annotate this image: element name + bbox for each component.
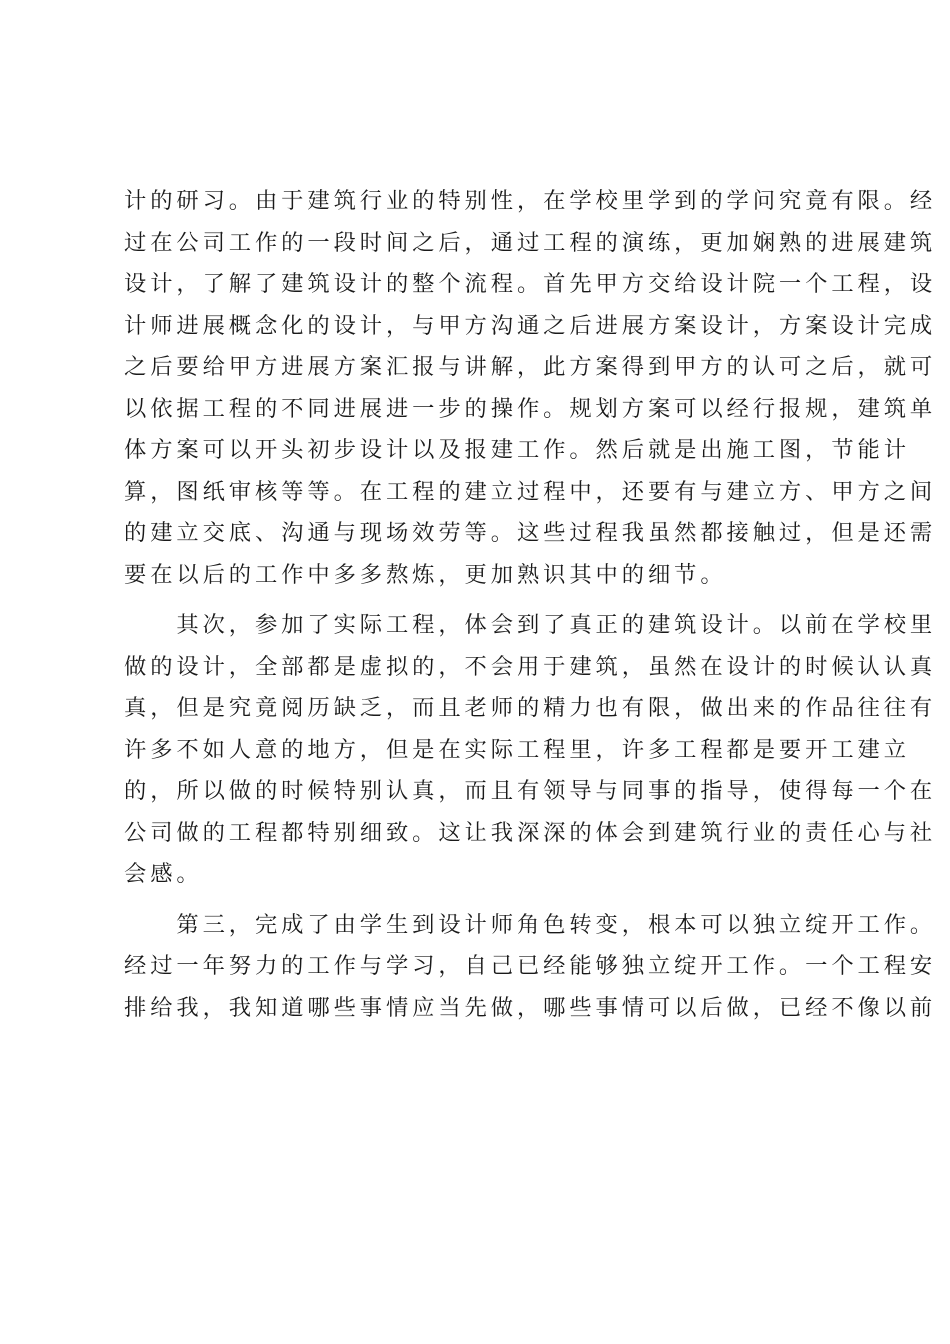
text-line: 的，所以做的时候特别认真，而且有领导与同事的指导，使得每一个在: [124, 778, 937, 804]
text-line: 其次，参加了实际工程，体会到了真正的建筑设计。以前在学校里: [124, 612, 937, 638]
text-line: 算，图纸审核等等。在工程的建立过程中，还要有与建立方、甲方之间: [124, 478, 937, 505]
paragraph-2: [124, 605, 937, 896]
text-line: 公司做的工程都特别细致。这让我深深的体会到建筑行业的责任心与社: [124, 819, 937, 846]
text-line: 要在以后的工作中多多熬炼，更加熟识其中的细节。: [124, 561, 727, 588]
text-line: 经过一年努力的工作与学习，自己已经能够独立绽开工作。一个工程安: [124, 953, 937, 979]
text-line: 许多不如人意的地方，但是在实际工程里，许多工程都是要开工建立: [124, 736, 910, 763]
text-line: 体方案可以开头初步设计以及报建工作。然后就是出施工图，节能计: [124, 437, 910, 463]
paragraph-spacer: [124, 596, 834, 605]
text-line: 的建立交底、沟通与现场效劳等。这些过程我虽然都接触过，但是还需: [124, 520, 937, 546]
text-line: 排给我，我知道哪些事情应当先做，哪些事情可以后做，已经不像以前: [124, 994, 937, 1021]
text-line: 第三，完成了由学生到设计师角色转变，根本可以独立绽开工作。: [124, 911, 937, 938]
paragraph-3: [124, 905, 937, 1030]
text-line: 真，但是究竟阅历缺乏，而且老师的精力也有限，做出来的作品往往有: [124, 695, 937, 721]
text-line: 会感。: [124, 861, 203, 887]
document-body: [124, 181, 937, 1029]
text-line: 之后要给甲方进展方案汇报与讲解，此方案得到甲方的认可之后，就可: [124, 354, 937, 380]
text-line: 设计，了解了建筑设计的整个流程。首先甲方交给设计院一个工程，设: [124, 271, 937, 297]
text-line: 做的设计，全部都是虚拟的，不会用于建筑，虽然在设计的时候认认真: [124, 653, 937, 680]
text-line: 计师进展概念化的设计，与甲方沟通之后进展方案设计，方案设计完成: [124, 312, 937, 339]
paragraph-spacer: [124, 896, 834, 905]
text-line: 计的研习。由于建筑行业的特别性，在学校里学到的学问究竟有限。经: [124, 188, 937, 214]
text-line: 过在公司工作的一段时间之后，通过工程的演练，更加娴熟的进展建筑: [124, 229, 937, 256]
paragraph-1: [124, 181, 937, 596]
text-line: 以依据工程的不同进展进一步的操作。规划方案可以经行报规，建筑单: [124, 395, 937, 422]
